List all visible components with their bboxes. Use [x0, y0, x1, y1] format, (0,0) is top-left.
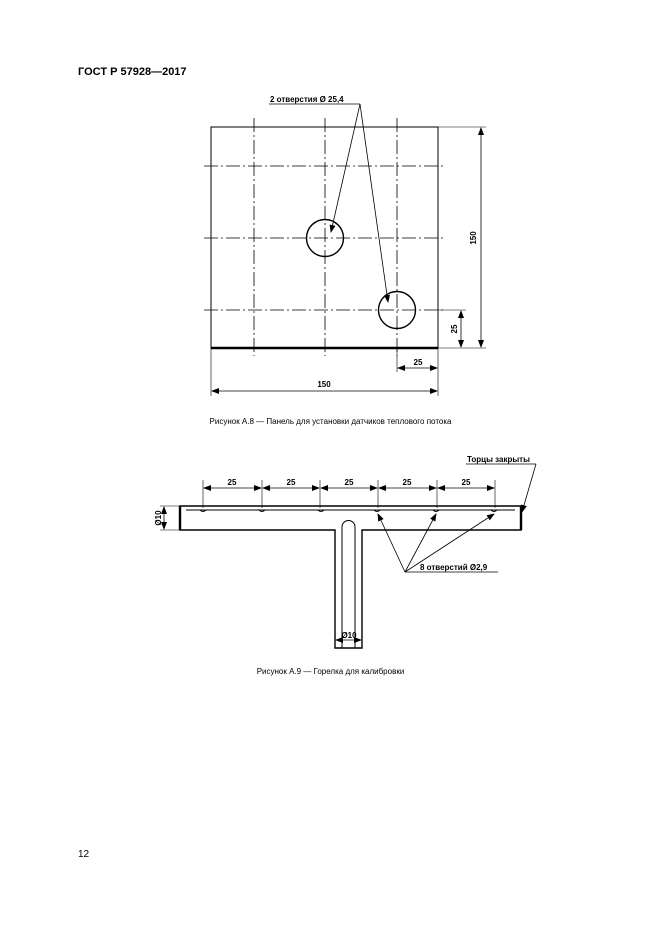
spacing-label-5: 25 [461, 478, 471, 487]
burner-drawing [154, 455, 536, 648]
figure-a9-caption: Рисунок А.9 — Горелка для калибровки [256, 667, 405, 676]
spacing-label-3: 25 [344, 478, 354, 487]
leader-hole-corner [360, 104, 388, 302]
spacing-label-1: 25 [227, 478, 237, 487]
panel-holes-label: 2 отверстия Ø 25,4 [270, 95, 344, 104]
leader-ends-closed [522, 464, 536, 512]
document-header: ГОСТ Р 57928—2017 [78, 66, 187, 78]
leader-hole-center [331, 104, 360, 232]
spacing-label-2: 25 [286, 478, 296, 487]
dim-height-label: 150 [469, 231, 478, 245]
spacing-label-4: 25 [402, 478, 412, 487]
dim-offset-y-label: 25 [450, 324, 459, 334]
figure-a8-caption: Рисунок А.8 — Панель для установки датчиков теплового потока [209, 417, 452, 426]
tube-diameter-label: Ø10 [154, 510, 163, 526]
panel-center-lines [204, 118, 446, 356]
panel-outline [211, 127, 438, 348]
ends-closed-label: Торцы закрыты [467, 455, 530, 464]
dim-width-label: 150 [317, 380, 331, 389]
stem-diameter-label: Ø10 [341, 631, 357, 640]
dim-offset-x-label: 25 [413, 358, 423, 367]
burner-tube [180, 506, 521, 648]
page-number: 12 [78, 849, 90, 860]
burner-holes-label: 8 отверстий Ø2,9 [420, 563, 488, 572]
panel-drawing [204, 95, 486, 396]
